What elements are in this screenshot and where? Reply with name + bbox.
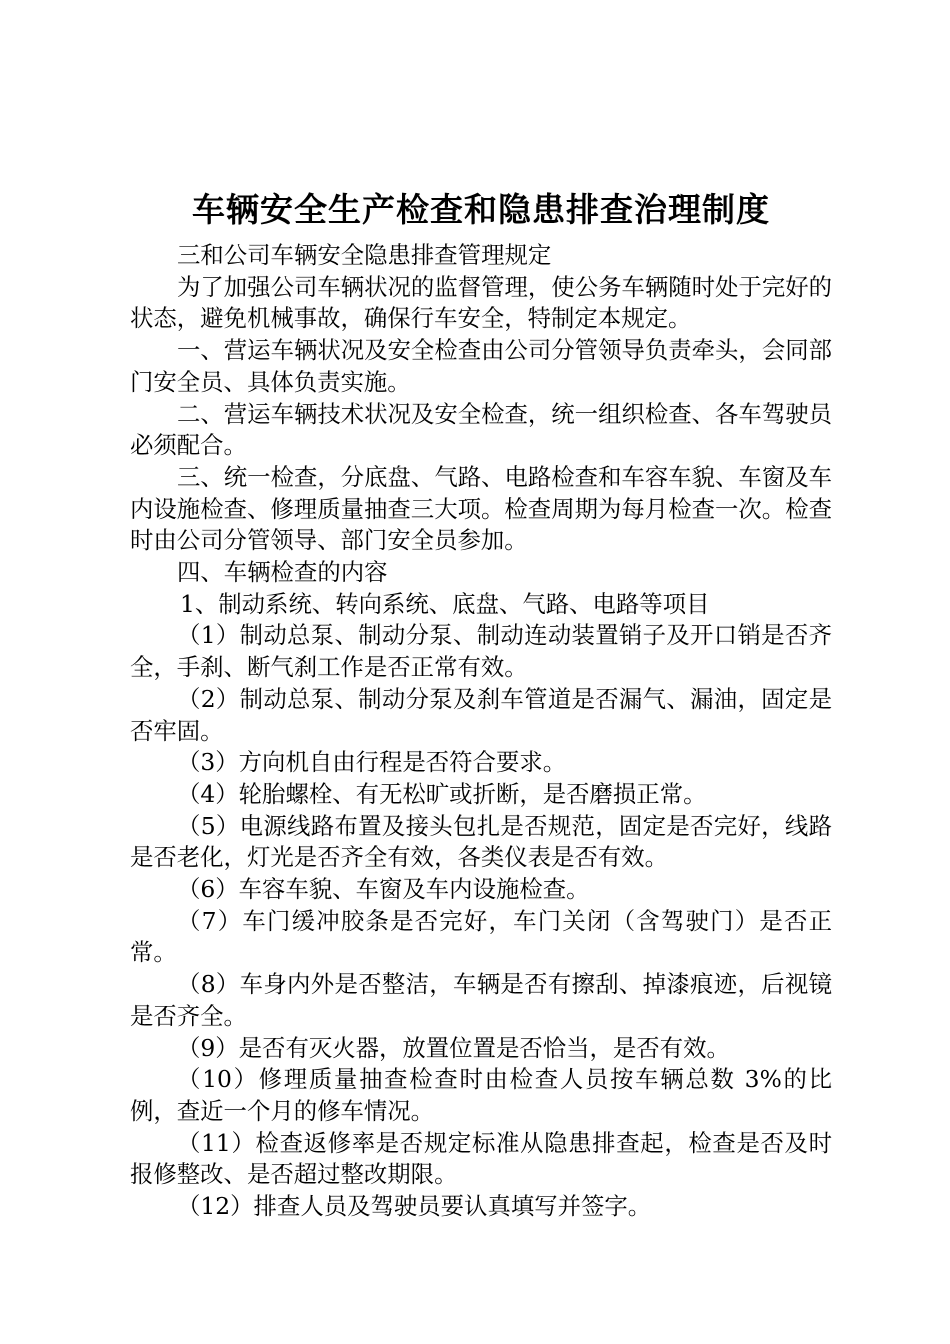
check-item-7: （7）车门缓冲胶条是否完好，车门关闭（含驾驶门）是否正常。	[130, 906, 832, 967]
rule-3-paragraph: 三、统一检查，分底盘、气路、电路检查和车容车貌、车窗及车内设施检查、修理质量抽查三大项。检查周期为每月检查一次。检查时由公司分管领导、部门安全员参加。	[130, 462, 832, 555]
rule-2-paragraph: 二、营运车辆技术状况及安全检查，统一组织检查、各车驾驶员必须配合。	[130, 399, 832, 460]
check-item-9: （9）是否有灭火器，放置位置是否恰当，是否有效。	[177, 1033, 730, 1062]
check-item-12: （12）排查人员及驾驶员要认真填写并签字。	[177, 1192, 652, 1221]
intro-paragraph: 为了加强公司车辆状况的监督管理，使公务车辆随时处于完好的状态，避免机械事故，确保行车安全，特制定本规定。	[130, 272, 832, 333]
rule-1-paragraph: 一、营运车辆状况及安全检查由公司分管领导负责牵头，会同部门安全员、具体负责实施。	[130, 336, 832, 396]
document-page	[130, 188, 832, 1223]
check-item-1: （1）制动总泵、制动分泵、制动连动装置销子及开口销是否齐全，手刹、断气刹工作是否正常有效。	[130, 621, 832, 682]
check-item-2: （2）制动总泵、制动分泵及刹车管道是否漏气、漏油，固定是否牢固。	[130, 684, 832, 745]
check-item-11: （11）检查返修率是否规定标准从隐患排查起，检查是否及时报修整改、是否超过整改期限。	[130, 1128, 832, 1189]
check-item-10: （10）修理质量抽查检查时由检查人员按车辆总数 3%的比例，查近一个月的修车情况。	[130, 1065, 832, 1125]
rule-4-heading: 四、车辆检查的内容	[177, 558, 388, 587]
check-item-5: （5）电源线路布置及接头包扎是否规范，固定是否完好，线路是否老化，灯光是否齐全有效，各类仪表是否有效。	[130, 811, 832, 872]
check-item-4: （4）轮胎螺栓、有无松旷或折断，是否磨损正常。	[177, 779, 707, 808]
document-title: 车辆安全生产检查和隐患排查治理制度	[192, 190, 770, 229]
check-item-6: （6）车容车貌、车窗及车内设施检查。	[177, 875, 590, 904]
check-item-3: （3）方向机自由行程是否符合要求。	[177, 748, 567, 777]
check-item-8: （8）车身内外是否整洁，车辆是否有擦刮、掉漆痕迹，后视镜是否齐全。	[130, 970, 832, 1030]
subtitle-paragraph: 三和公司车辆安全隐患排查管理规定	[177, 241, 552, 269]
section-1-heading: 1、制动系统、转向系统、底盘、气路、电路等项目	[180, 589, 710, 618]
